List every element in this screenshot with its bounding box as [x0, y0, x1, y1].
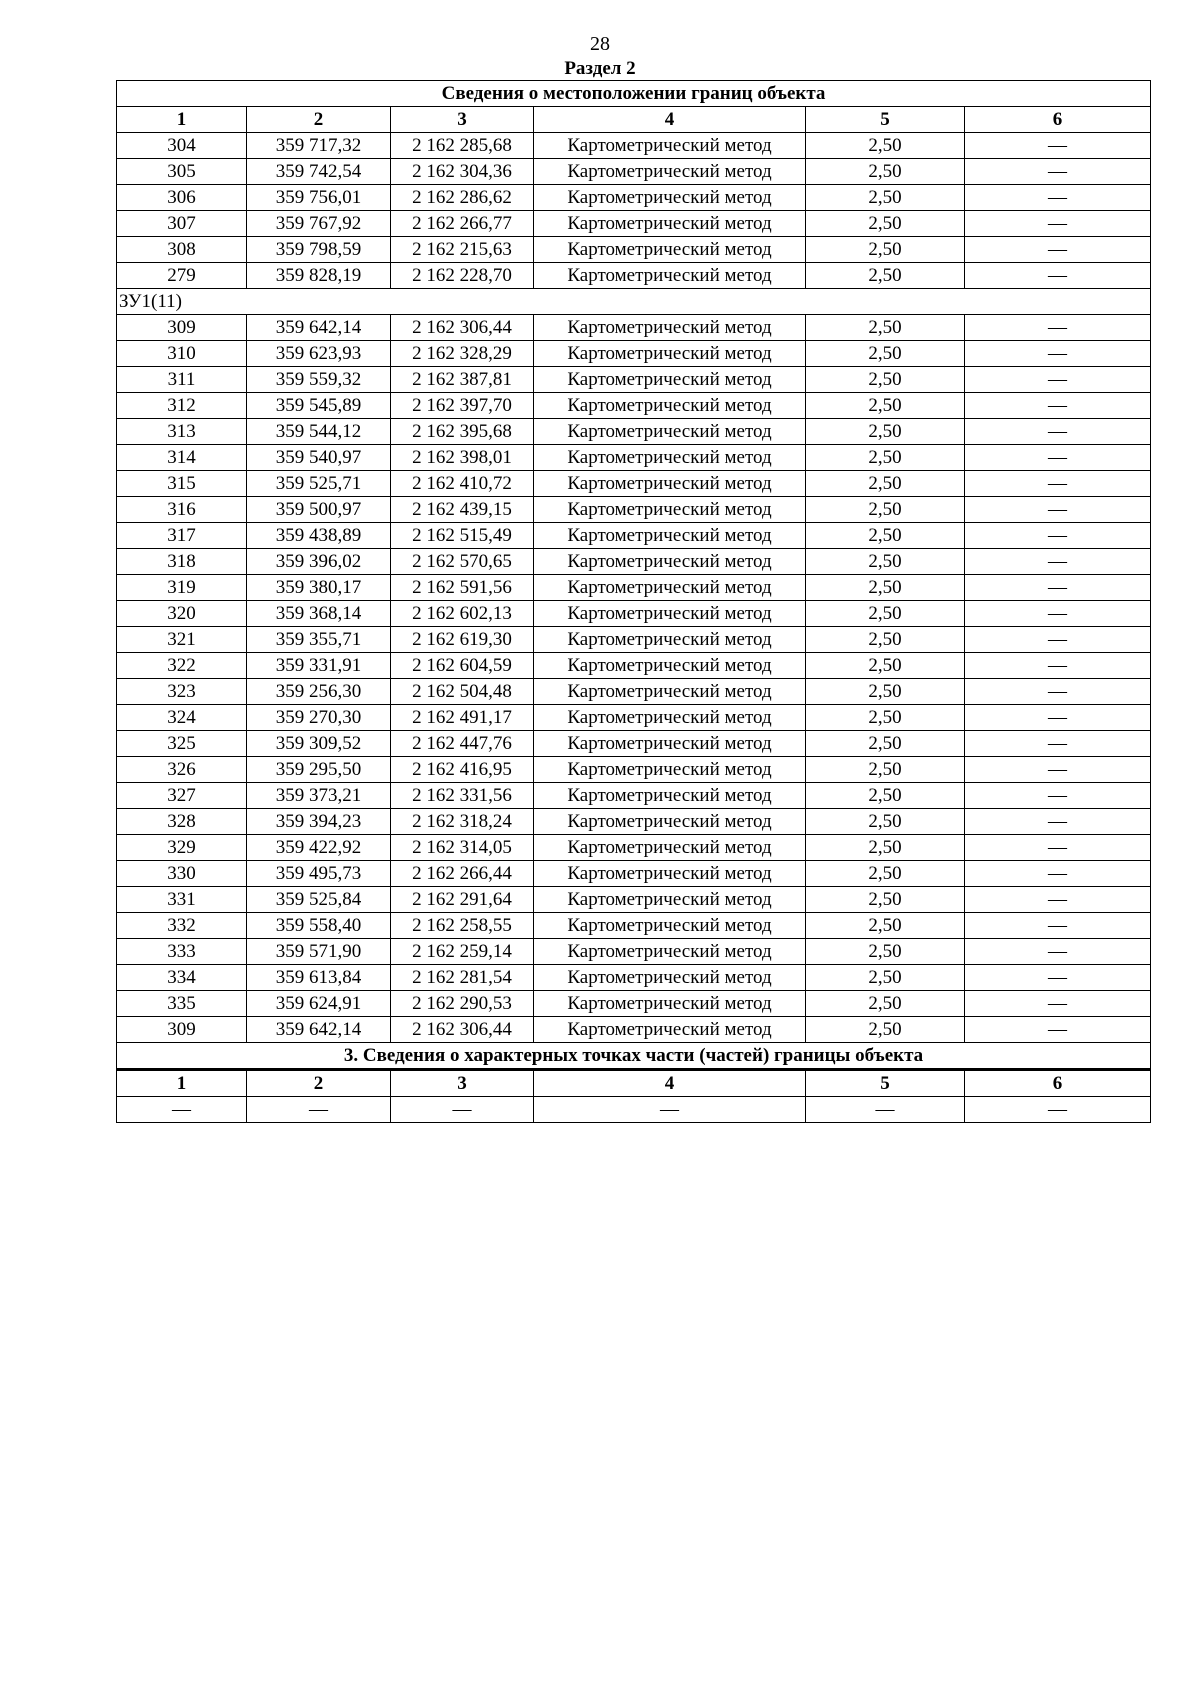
table-cell-col-2: 359 642,14: [247, 1017, 391, 1043]
column-header-col-2: 2: [247, 107, 391, 133]
table-cell-col-2: 359 394,23: [247, 809, 391, 835]
table-cell-col-1: 310: [117, 341, 247, 367]
table-row: [117, 159, 1151, 185]
table-cell-col-3: 2 162 504,48: [391, 679, 534, 705]
table-cell-col-4: Картометрический метод: [534, 575, 806, 601]
table-cell-col-5: 2,50: [806, 991, 965, 1017]
table-cell-col-5: 2,50: [806, 471, 965, 497]
table-cell-col-5: 2,50: [806, 887, 965, 913]
table-cell-col-2: 359 545,89: [247, 393, 391, 419]
table-cell-col-4: Картометрический метод: [534, 237, 806, 263]
table-cell-col-3: 2 162 515,49: [391, 523, 534, 549]
table-cell-col-1: 314: [117, 445, 247, 471]
table-cell-col-2: 359 256,30: [247, 679, 391, 705]
table-cell-col-1: 329: [117, 835, 247, 861]
table-cell-col-3: 2 162 602,13: [391, 601, 534, 627]
table-cell-col-6: —: [965, 887, 1151, 913]
part-cell-col-2: —: [247, 1097, 391, 1123]
table-cell-col-2: 359 717,32: [247, 133, 391, 159]
table-cell-col-6: —: [965, 731, 1151, 757]
table-cell-col-4: Картометрический метод: [534, 445, 806, 471]
table-title: Сведения о местоположении границ объекта: [117, 81, 1151, 107]
table-cell-col-5: 2,50: [806, 783, 965, 809]
table-cell-col-2: 359 396,02: [247, 549, 391, 575]
table-cell-col-6: —: [965, 341, 1151, 367]
table-cell-col-2: 359 642,14: [247, 315, 391, 341]
table-row: [117, 263, 1151, 289]
table-cell-col-1: 327: [117, 783, 247, 809]
table-row: [117, 341, 1151, 367]
table-cell-col-4: Картометрический метод: [534, 939, 806, 965]
table-cell-col-1: 320: [117, 601, 247, 627]
table-cell-col-6: —: [965, 471, 1151, 497]
column-header-col-5: 5: [806, 107, 965, 133]
table-cell-col-5: 2,50: [806, 445, 965, 471]
table-cell-col-5: 2,50: [806, 185, 965, 211]
table-cell-col-3: 2 162 395,68: [391, 419, 534, 445]
table-row: [117, 445, 1151, 471]
table-cell-col-3: 2 162 285,68: [391, 133, 534, 159]
table-row: [117, 809, 1151, 835]
table-cell-col-5: 2,50: [806, 133, 965, 159]
table-cell-col-2: 359 500,97: [247, 497, 391, 523]
table-row: [117, 575, 1151, 601]
table-cell-col-3: 2 162 318,24: [391, 809, 534, 835]
table-row: [117, 679, 1151, 705]
table-cell-col-4: Картометрический метод: [534, 315, 806, 341]
table-row: [117, 939, 1151, 965]
table-cell-col-3: 2 162 328,29: [391, 341, 534, 367]
table-cell-col-1: 308: [117, 237, 247, 263]
table-cell-col-2: 359 438,89: [247, 523, 391, 549]
table-cell-col-3: 2 162 447,76: [391, 731, 534, 757]
table-cell-col-1: 309: [117, 1017, 247, 1043]
table-cell-col-2: 359 525,71: [247, 471, 391, 497]
part-header-row: [117, 1070, 1151, 1097]
table-cell-col-2: 359 422,92: [247, 835, 391, 861]
table-cell-col-5: 2,50: [806, 237, 965, 263]
table-cell-col-5: 2,50: [806, 367, 965, 393]
table-cell-col-3: 2 162 304,36: [391, 159, 534, 185]
table-cell-col-3: 2 162 491,17: [391, 705, 534, 731]
table-row: [117, 315, 1151, 341]
table-cell-col-6: —: [965, 679, 1151, 705]
table-cell-col-6: —: [965, 159, 1151, 185]
table-cell-col-5: 2,50: [806, 497, 965, 523]
table-cell-col-4: Картометрический метод: [534, 367, 806, 393]
column-header-col-3: 3: [391, 107, 534, 133]
table-cell-col-2: 359 742,54: [247, 159, 391, 185]
table-cell-col-1: 333: [117, 939, 247, 965]
table-cell-col-4: Картометрический метод: [534, 913, 806, 939]
table-cell-col-3: 2 162 266,44: [391, 861, 534, 887]
table-cell-col-4: Картометрический метод: [534, 159, 806, 185]
table-cell-col-5: 2,50: [806, 939, 965, 965]
table-cell-col-4: Картометрический метод: [534, 809, 806, 835]
table-cell-col-5: 2,50: [806, 419, 965, 445]
table-cell-col-6: —: [965, 965, 1151, 991]
section-title: Раздел 2: [564, 58, 636, 79]
table-cell-col-1: 330: [117, 861, 247, 887]
table-cell-col-4: Картометрический метод: [534, 393, 806, 419]
table-cell-col-3: 2 162 259,14: [391, 939, 534, 965]
table-cell-col-5: 2,50: [806, 263, 965, 289]
table-row: [117, 1017, 1151, 1043]
table-row: [117, 601, 1151, 627]
table-cell-col-4: Картометрический метод: [534, 497, 806, 523]
table-cell-col-1: 331: [117, 887, 247, 913]
table-cell-col-1: 334: [117, 965, 247, 991]
table-cell-col-3: 2 162 619,30: [391, 627, 534, 653]
table-cell-col-5: 2,50: [806, 913, 965, 939]
table-cell-col-6: —: [965, 263, 1151, 289]
table-cell-col-1: 324: [117, 705, 247, 731]
table-cell-col-1: 321: [117, 627, 247, 653]
table-cell-col-1: 306: [117, 185, 247, 211]
table-cell-col-5: 2,50: [806, 731, 965, 757]
table-cell-col-3: 2 162 258,55: [391, 913, 534, 939]
table-cell-col-4: Картометрический метод: [534, 757, 806, 783]
table-title-row: [117, 81, 1151, 107]
table-cell-col-3: 2 162 286,62: [391, 185, 534, 211]
table-cell-col-2: 359 544,12: [247, 419, 391, 445]
table-row: [117, 861, 1151, 887]
table-cell-col-6: —: [965, 601, 1151, 627]
table-row: [117, 705, 1151, 731]
table-cell-col-4: Картометрический метод: [534, 965, 806, 991]
part-header-col-4: 4: [534, 1070, 806, 1097]
table-row: [117, 835, 1151, 861]
table-cell-col-5: 2,50: [806, 705, 965, 731]
table-cell-col-4: Картометрический метод: [534, 705, 806, 731]
table-cell-col-2: 359 623,93: [247, 341, 391, 367]
table-cell-col-2: 359 798,59: [247, 237, 391, 263]
table-cell-col-6: —: [965, 627, 1151, 653]
table-cell-col-5: 2,50: [806, 549, 965, 575]
part-cell-col-5: —: [806, 1097, 965, 1123]
table-cell-col-2: 359 624,91: [247, 991, 391, 1017]
table-cell-col-6: —: [965, 913, 1151, 939]
table-row: [117, 211, 1151, 237]
table-cell-col-2: 359 767,92: [247, 211, 391, 237]
table-row: [117, 497, 1151, 523]
table-cell-col-3: 2 162 439,15: [391, 497, 534, 523]
table-cell-col-5: 2,50: [806, 809, 965, 835]
table-cell-col-5: 2,50: [806, 211, 965, 237]
table-cell-col-1: 315: [117, 471, 247, 497]
table-cell-col-2: 359 295,50: [247, 757, 391, 783]
table-cell-col-3: 2 162 416,95: [391, 757, 534, 783]
table-row: [117, 731, 1151, 757]
table-cell-col-1: 325: [117, 731, 247, 757]
table-cell-col-6: —: [965, 419, 1151, 445]
table-cell-col-4: Картометрический метод: [534, 601, 806, 627]
table-cell-col-2: 359 540,97: [247, 445, 391, 471]
table-cell-col-3: 2 162 290,53: [391, 991, 534, 1017]
table-cell-col-5: 2,50: [806, 159, 965, 185]
part-title: 3. Сведения о характерных точках части (частей) границы объекта: [117, 1043, 1151, 1070]
table-cell-col-6: —: [965, 211, 1151, 237]
column-header-col-6: 6: [965, 107, 1151, 133]
table-cell-col-1: 335: [117, 991, 247, 1017]
table-row: [117, 627, 1151, 653]
part-title-row: [117, 1043, 1151, 1070]
table-cell-col-5: 2,50: [806, 523, 965, 549]
table-body: [117, 81, 1151, 1123]
table-cell-col-1: 318: [117, 549, 247, 575]
table-row: [117, 783, 1151, 809]
table-cell-col-6: —: [965, 237, 1151, 263]
page-number: 28: [590, 33, 610, 55]
table-cell-col-2: 359 571,90: [247, 939, 391, 965]
table-cell-col-5: 2,50: [806, 861, 965, 887]
table-cell-col-2: 359 495,73: [247, 861, 391, 887]
table-cell-col-2: 359 373,21: [247, 783, 391, 809]
table-cell-col-4: Картометрический метод: [534, 419, 806, 445]
table-cell-col-1: 309: [117, 315, 247, 341]
part-header-col-2: 2: [247, 1070, 391, 1097]
table-cell-col-1: 311: [117, 367, 247, 393]
table-cell-col-2: 359 270,30: [247, 705, 391, 731]
table-cell-col-2: 359 558,40: [247, 913, 391, 939]
table-cell-col-6: —: [965, 445, 1151, 471]
table-cell-col-3: 2 162 291,64: [391, 887, 534, 913]
table-cell-col-2: 359 828,19: [247, 263, 391, 289]
part-header-col-5: 5: [806, 1070, 965, 1097]
table-cell-col-5: 2,50: [806, 835, 965, 861]
table-cell-col-2: 359 613,84: [247, 965, 391, 991]
table-cell-col-1: 326: [117, 757, 247, 783]
table-row: [117, 419, 1151, 445]
table-cell-col-4: Картометрический метод: [534, 679, 806, 705]
table-cell-col-1: 323: [117, 679, 247, 705]
table-cell-col-4: Картометрический метод: [534, 835, 806, 861]
table-cell-col-6: —: [965, 185, 1151, 211]
part-cell-col-3: —: [391, 1097, 534, 1123]
table-cell-col-3: 2 162 306,44: [391, 1017, 534, 1043]
table-cell-col-5: 2,50: [806, 653, 965, 679]
table-cell-col-2: 359 525,84: [247, 887, 391, 913]
table-cell-col-3: 2 162 215,63: [391, 237, 534, 263]
table-cell-col-4: Картометрический метод: [534, 627, 806, 653]
table-row: [117, 757, 1151, 783]
table-cell-col-4: Картометрический метод: [534, 731, 806, 757]
table-cell-col-6: —: [965, 523, 1151, 549]
table-row: [117, 237, 1151, 263]
table-cell-col-3: 2 162 281,54: [391, 965, 534, 991]
part-cell-col-4: —: [534, 1097, 806, 1123]
table-cell-col-3: 2 162 570,65: [391, 549, 534, 575]
table-cell-col-3: 2 162 228,70: [391, 263, 534, 289]
table-cell-col-5: 2,50: [806, 393, 965, 419]
group-label: ЗУ1(11): [117, 289, 1151, 315]
table-cell-col-6: —: [965, 367, 1151, 393]
table-cell-col-1: 328: [117, 809, 247, 835]
table-cell-col-5: 2,50: [806, 575, 965, 601]
table-cell-col-3: 2 162 331,56: [391, 783, 534, 809]
part-header-col-6: 6: [965, 1070, 1151, 1097]
table-cell-col-2: 359 380,17: [247, 575, 391, 601]
table-cell-col-2: 359 559,32: [247, 367, 391, 393]
table-cell-col-6: —: [965, 757, 1151, 783]
table-cell-col-3: 2 162 306,44: [391, 315, 534, 341]
table-cell-col-6: —: [965, 497, 1151, 523]
table-cell-col-5: 2,50: [806, 315, 965, 341]
table-row: [117, 393, 1151, 419]
table-cell-col-3: 2 162 387,81: [391, 367, 534, 393]
table-cell-col-3: 2 162 604,59: [391, 653, 534, 679]
table-row: [117, 653, 1151, 679]
table-cell-col-5: 2,50: [806, 679, 965, 705]
part-header-col-3: 3: [391, 1070, 534, 1097]
table-cell-col-4: Картометрический метод: [534, 133, 806, 159]
table-cell-col-6: —: [965, 835, 1151, 861]
group-label-row: [117, 289, 1151, 315]
column-header-col-1: 1: [117, 107, 247, 133]
part-cell-col-1: —: [117, 1097, 247, 1123]
table-cell-col-4: Картометрический метод: [534, 211, 806, 237]
table-cell-col-5: 2,50: [806, 627, 965, 653]
table-cell-col-6: —: [965, 653, 1151, 679]
table-cell-col-5: 2,50: [806, 601, 965, 627]
table-cell-col-2: 359 355,71: [247, 627, 391, 653]
table-cell-col-4: Картометрический метод: [534, 263, 806, 289]
table-cell-col-3: 2 162 398,01: [391, 445, 534, 471]
table-row: [117, 549, 1151, 575]
table-cell-col-6: —: [965, 783, 1151, 809]
table-cell-col-1: 322: [117, 653, 247, 679]
part-header-col-1: 1: [117, 1070, 247, 1097]
table-row: [117, 367, 1151, 393]
table-cell-col-1: 307: [117, 211, 247, 237]
table-cell-col-2: 359 756,01: [247, 185, 391, 211]
table-cell-col-4: Картометрический метод: [534, 341, 806, 367]
table-row: [117, 965, 1151, 991]
table-cell-col-4: Картометрический метод: [534, 1017, 806, 1043]
table-cell-col-6: —: [965, 133, 1151, 159]
table-cell-col-4: Картометрический метод: [534, 861, 806, 887]
table-row: [117, 991, 1151, 1017]
table-cell-col-3: 2 162 266,77: [391, 211, 534, 237]
table-row: [117, 133, 1151, 159]
part-cell-col-6: —: [965, 1097, 1151, 1123]
table-cell-col-2: 359 309,52: [247, 731, 391, 757]
table-cell-col-5: 2,50: [806, 1017, 965, 1043]
table-cell-col-6: —: [965, 991, 1151, 1017]
table-cell-col-4: Картометрический метод: [534, 653, 806, 679]
table-cell-col-5: 2,50: [806, 341, 965, 367]
table-cell-col-1: 317: [117, 523, 247, 549]
table-cell-col-1: 304: [117, 133, 247, 159]
table-cell-col-1: 305: [117, 159, 247, 185]
table-row: [117, 185, 1151, 211]
table-cell-col-2: 359 331,91: [247, 653, 391, 679]
table-cell-col-1: 312: [117, 393, 247, 419]
table-row: [117, 913, 1151, 939]
table-cell-col-6: —: [965, 705, 1151, 731]
table-cell-col-3: 2 162 591,56: [391, 575, 534, 601]
table-cell-col-3: 2 162 314,05: [391, 835, 534, 861]
table-cell-col-4: Картометрический метод: [534, 185, 806, 211]
boundary-table: [116, 80, 1151, 1123]
table-row: [117, 471, 1151, 497]
table-cell-col-3: 2 162 397,70: [391, 393, 534, 419]
table-cell-col-1: 319: [117, 575, 247, 601]
table-cell-col-6: —: [965, 809, 1151, 835]
table-row: [117, 887, 1151, 913]
table-cell-col-6: —: [965, 939, 1151, 965]
table-cell-col-3: 2 162 410,72: [391, 471, 534, 497]
table-cell-col-4: Картометрический метод: [534, 991, 806, 1017]
table-cell-col-6: —: [965, 315, 1151, 341]
table-cell-col-5: 2,50: [806, 757, 965, 783]
column-header-col-4: 4: [534, 107, 806, 133]
table-cell-col-6: —: [965, 575, 1151, 601]
table-cell-col-1: 316: [117, 497, 247, 523]
table-cell-col-6: —: [965, 549, 1151, 575]
table-cell-col-4: Картометрический метод: [534, 783, 806, 809]
table-cell-col-1: 313: [117, 419, 247, 445]
table-row: [117, 523, 1151, 549]
column-header-row: [117, 107, 1151, 133]
table-cell-col-4: Картометрический метод: [534, 471, 806, 497]
table-cell-col-6: —: [965, 861, 1151, 887]
table-cell-col-2: 359 368,14: [247, 601, 391, 627]
table-cell-col-1: 279: [117, 263, 247, 289]
table-cell-col-4: Картометрический метод: [534, 523, 806, 549]
table-cell-col-6: —: [965, 1017, 1151, 1043]
part-row: [117, 1097, 1151, 1123]
table-cell-col-4: Картометрический метод: [534, 887, 806, 913]
table-cell-col-6: —: [965, 393, 1151, 419]
table-cell-col-4: Картометрический метод: [534, 549, 806, 575]
table-cell-col-5: 2,50: [806, 965, 965, 991]
table-cell-col-1: 332: [117, 913, 247, 939]
